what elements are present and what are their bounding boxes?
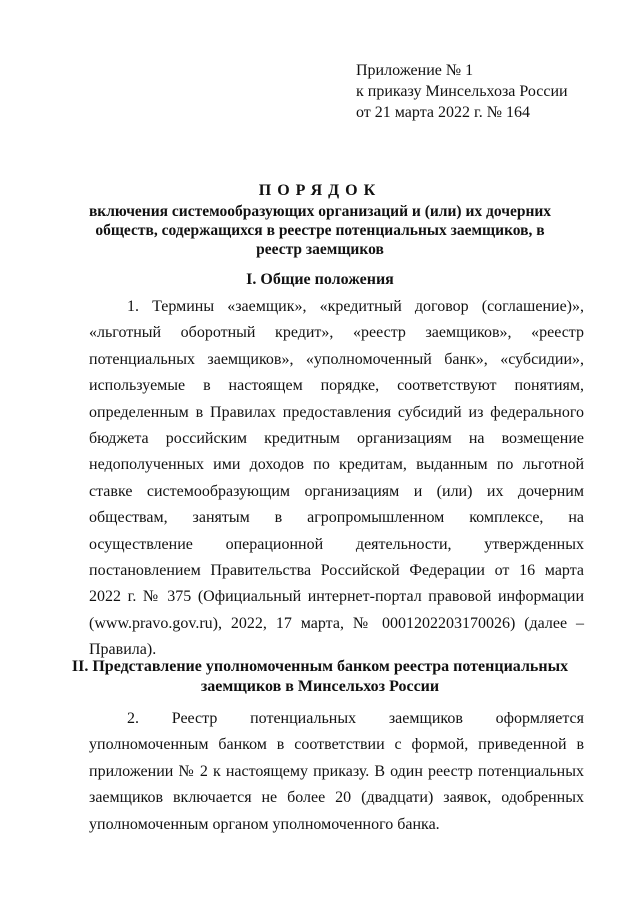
appendix-header bbox=[356, 60, 596, 123]
paragraph-2: 2. Реестр потенциальных заемщиков оформляется уполномоченным банком в соответствии с формой, приведенной в приложении № 2 к настоящему приказу. В один реестр потенциальных заемщиков включается не более 20 (двадцати) заявок, одобренных уполномоченным органом уполномоченного банка. bbox=[89, 710, 584, 833]
paragraph-1: 1. Термины «заемщик», «кредитный договор (соглашение)», «льготный оборотный кредит», «реестр заемщиков», «реестр потенциальных заемщиков», «уполномоченный банк», «субсидии», используемые в настоящем порядке, соответствуют понятиям, определенным в Правилах предоставления субсидий из федерального бюджета российским кредитным организациям на возмещение недополученных ими доходов по кредитам, выданным по льготной ставке системообразующим организациям и (или) их дочерним обществам, занятым в агропромышленном комплексе, на осуществление операционной деятельности, утвержденных постановлением Правительства Российской Федерации от 16 марта 2022 г. № 375 (Официальный интернет-портал правовой информации (www.pravo.gov.ru), 2022, 17 марта, № 0001202203170026) (далее – Правила). bbox=[89, 298, 584, 659]
section-2-heading: II. Представление уполномоченным банком реестра потенциальных заемщиков в Минсельхоз России bbox=[71, 658, 569, 695]
section-1-heading: I. Общие положения bbox=[246, 271, 394, 288]
order-date: от 21 марта 2022 г. № 164 bbox=[356, 104, 530, 121]
document-subtitle: включения системообразующих организаций и (или) их дочерних обществ, содержащихся в реестре потенциальных заемщиков, в реестр заемщиков bbox=[88, 203, 552, 258]
document-title: ПОРЯДОК bbox=[258, 182, 382, 199]
appendix-number: Приложение № 1 bbox=[356, 62, 474, 79]
order-reference: к приказу Минсельхоза России bbox=[356, 83, 568, 100]
